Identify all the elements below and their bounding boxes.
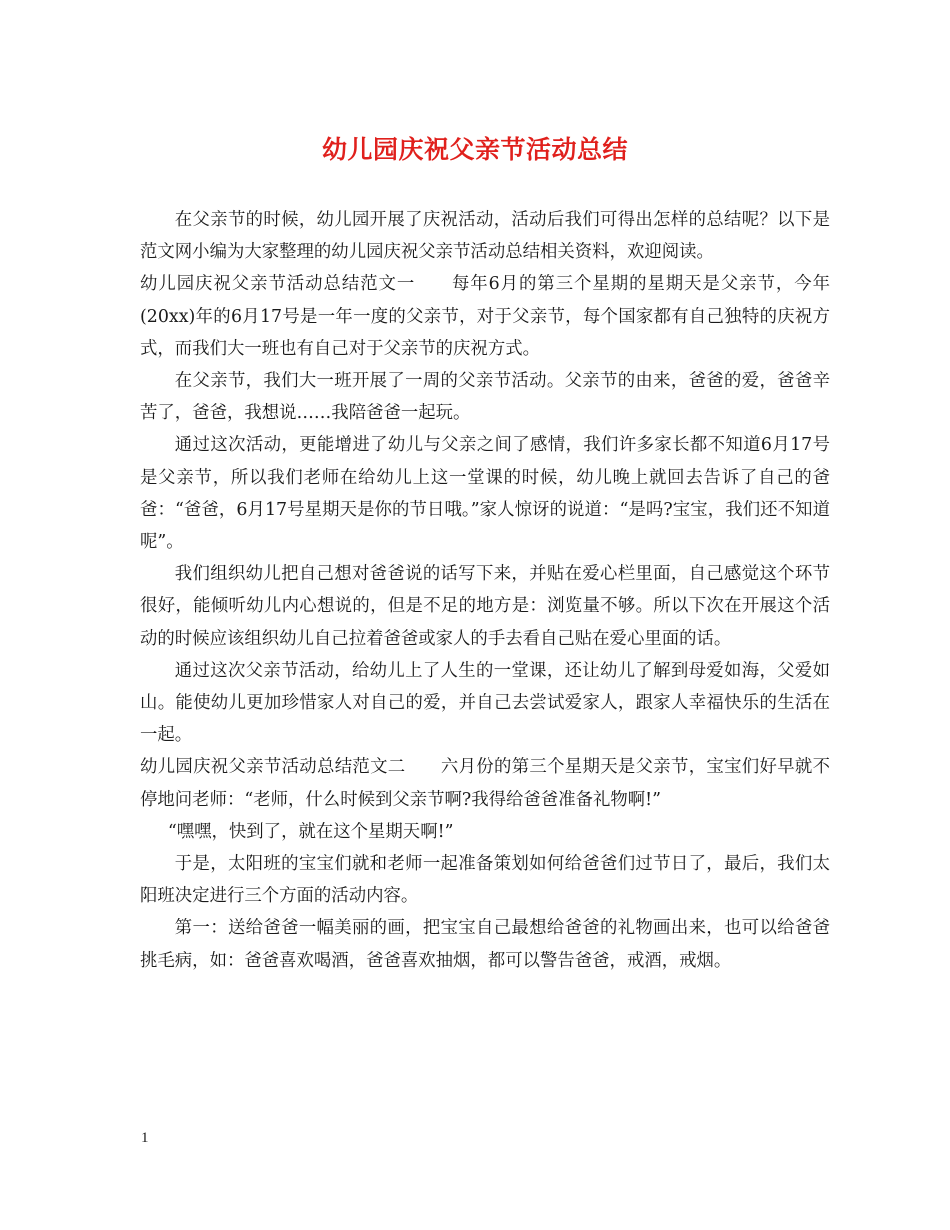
page-number: 1 — [141, 1130, 149, 1146]
paragraph-teacher-reply: “嘿嘿，快到了，就在这个星期天啊!” — [167, 821, 454, 842]
paragraph-sample-one-heading: 幼儿园庆祝父亲节活动总结范文一 每年6月的第三个星期的星期天是父亲节，今年(20xx)年的6月17号是一年一度的父亲节，对于父亲节，每个国家都有自己独特的庆祝方式，而我们大一班也有自己对于父亲节的庆祝方式。 — [140, 274, 830, 359]
paragraph-love-board: 我们组织幼儿把自己想对爸爸说的话写下来，并贴在爱心栏里面，自己感觉这个环节很好，能倾听幼儿内心想说的，但是不足的地方是：浏览量不够。所以下次在开展这个活动的时候应该组织幼儿自己拉着爸爸或家人的手去看自己贴在爱心里面的话。 — [140, 564, 830, 649]
document-body — [140, 204, 830, 977]
paragraph-first-activity: 第一：送给爸爸一幅美丽的画，把宝宝自己最想给爸爸的礼物画出来，也可以给爸爸挑毛病，如：爸爸喜欢喝酒，爸爸喜欢抽烟，都可以警告爸爸，戒酒，戒烟。 — [140, 918, 830, 971]
paragraph-life-lesson: 通过这次父亲节活动，给幼儿上了人生的一堂课，还让幼儿了解到母爱如海，父爱如山。能使幼儿更加珍惜家人对自己的爱，并自己去尝试爱家人，跟家人幸福快乐的生活在一起。 — [140, 660, 830, 746]
paragraph-sun-class-plan: 于是，太阳班的宝宝们就和老师一起准备策划如何给爸爸们过节日了，最后，我们太阳班决定进行三个方面的活动内容。 — [140, 854, 830, 907]
paragraph-sample-two-heading: 幼儿园庆祝父亲节活动总结范文二 六月份的第三个星期天是父亲节，宝宝们好早就不停地问老师：“老师，什么时候到父亲节啊?我得给爸爸准备礼物啊!” — [140, 757, 830, 810]
paragraph-activity-week: 在父亲节，我们大一班开展了一周的父亲节活动。父亲节的由来，爸爸的爱，爸爸辛苦了，爸爸，我想说……我陪爸爸一起玩。 — [140, 371, 830, 424]
paragraph-intro: 在父亲节的时候，幼儿园开展了庆祝活动，活动后我们可得出怎样的总结呢？以下是范文网小编为大家整理的幼儿园庆祝父亲节活动总结相关资料，欢迎阅读。 — [140, 210, 830, 263]
paragraph-activity-effect: 通过这次活动，更能增进了幼儿与父亲之间了感情，我们许多家长都不知道6月17号是父亲节，所以我们老师在给幼儿上这一堂课的时候，幼儿晚上就回去告诉了自己的爸爸：“爸爸，6月17号星期天是你的节日哦。”家人惊讶的说道：“是吗?宝宝，我们还不知道呢”。 — [140, 435, 830, 553]
document-title: 幼儿园庆祝父亲节活动总结 — [321, 135, 628, 164]
